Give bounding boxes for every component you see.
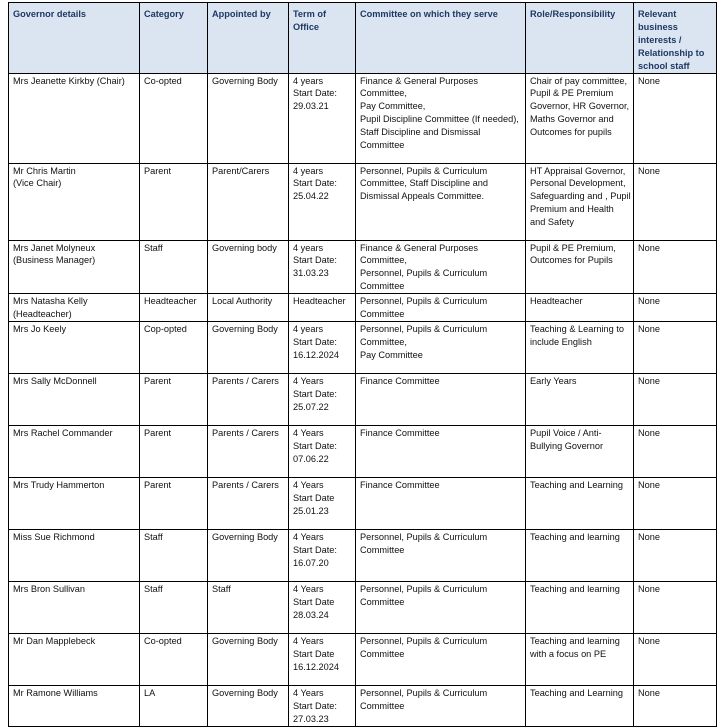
table-row	[9, 321, 717, 373]
appointed-by-cell: Parents / Carers	[208, 477, 289, 529]
business-interests-cell: None	[634, 633, 717, 685]
governor-name-cell: Mr Dan Mapplebeck	[9, 633, 140, 685]
committee-cell: Finance & General Purposes Committee, Pay Committee, Pupil Discipline Committee (If needed), Staff Discipline and Dismissal Committee	[356, 73, 526, 163]
header-appointed-by: Appointed by	[208, 3, 289, 74]
appointed-by-cell: Staff	[208, 581, 289, 633]
header-governor-details: Governor details	[9, 3, 140, 74]
governor-name-cell: Mrs Trudy Hammerton	[9, 477, 140, 529]
term-of-office-cell: 4 Years Start Date: 07.06.22	[289, 425, 356, 477]
business-interests-cell: None	[634, 240, 717, 294]
table-row	[9, 685, 717, 726]
category-cell: Staff	[140, 529, 208, 581]
committee-cell: Finance Committee	[356, 373, 526, 425]
committee-cell: Personnel, Pupils & Curriculum Committee	[356, 581, 526, 633]
role-cell: Early Years	[526, 373, 634, 425]
table-row	[9, 425, 717, 477]
appointed-by-cell: Parent/Carers	[208, 163, 289, 240]
table-row	[9, 529, 717, 581]
appointed-by-cell: Governing Body	[208, 633, 289, 685]
table-row	[9, 73, 717, 163]
governors-table	[8, 2, 717, 727]
committee-cell: Finance Committee	[356, 477, 526, 529]
governor-name-cell: Mrs Jeanette Kirkby (Chair)	[9, 73, 140, 163]
category-cell: Cop-opted	[140, 321, 208, 373]
committee-cell: Personnel, Pupils & Curriculum Committee	[356, 294, 526, 322]
governor-name-cell: Mrs Rachel Commander	[9, 425, 140, 477]
committee-cell: Personnel, Pupils & Curriculum Committee, Staff Discipline and Dismissal Appeals Committee.	[356, 163, 526, 240]
table-row	[9, 477, 717, 529]
category-cell: Staff	[140, 581, 208, 633]
appointed-by-cell: Governing Body	[208, 321, 289, 373]
governor-name-cell: Miss Sue Richmond	[9, 529, 140, 581]
role-cell: Pupil Voice / Anti-Bullying Governor	[526, 425, 634, 477]
business-interests-cell: None	[634, 529, 717, 581]
category-cell: Parent	[140, 425, 208, 477]
term-of-office-cell: 4 Years Start Date: 27.03.23	[289, 685, 356, 726]
header-business-interests: Relevant business interests / Relationship to school staff	[634, 3, 717, 74]
table-row	[9, 240, 717, 294]
business-interests-cell: None	[634, 373, 717, 425]
term-of-office-cell: 4 Years Start Date: 25.07.22	[289, 373, 356, 425]
business-interests-cell: None	[634, 425, 717, 477]
term-of-office-cell: 4 Years Start Date: 16.07.20	[289, 529, 356, 581]
term-of-office-cell: 4 years Start Date: 29.03.21	[289, 73, 356, 163]
appointed-by-cell: Parents / Carers	[208, 425, 289, 477]
role-cell: Teaching and Learning	[526, 685, 634, 726]
category-cell: Parent	[140, 373, 208, 425]
term-of-office-cell: 4 years Start Date: 25.04.22	[289, 163, 356, 240]
table-header-row	[9, 3, 717, 74]
document-page	[8, 2, 717, 727]
header-term-of-office: Term of Office	[289, 3, 356, 74]
term-of-office-cell: 4 Years Start Date 16.12.2024	[289, 633, 356, 685]
category-cell: LA	[140, 685, 208, 726]
committee-cell: Finance & General Purposes Committee, Personnel, Pupils & Curriculum Committee	[356, 240, 526, 294]
role-cell: Teaching and learning	[526, 529, 634, 581]
governor-name-cell: Mr Ramone Williams	[9, 685, 140, 726]
role-cell: Teaching and learning	[526, 581, 634, 633]
category-cell: Staff	[140, 240, 208, 294]
committee-cell: Personnel, Pupils & Curriculum Committee	[356, 529, 526, 581]
appointed-by-cell: Governing Body	[208, 73, 289, 163]
business-interests-cell: None	[634, 477, 717, 529]
committee-cell: Personnel, Pupils & Curriculum Committee, Pay Committee	[356, 321, 526, 373]
business-interests-cell: None	[634, 685, 717, 726]
term-of-office-cell: 4 years Start Date: 31.03.23	[289, 240, 356, 294]
governor-name-cell: Mrs Sally McDonnell	[9, 373, 140, 425]
appointed-by-cell: Governing body	[208, 240, 289, 294]
category-cell: Parent	[140, 477, 208, 529]
term-of-office-cell: 4 Years Start Date 25.01.23	[289, 477, 356, 529]
appointed-by-cell: Governing Body	[208, 685, 289, 726]
governor-name-cell: Mr Chris Martin (Vice Chair)	[9, 163, 140, 240]
business-interests-cell: None	[634, 294, 717, 322]
term-of-office-cell: Headteacher	[289, 294, 356, 322]
role-cell: Pupil & PE Premium, Outcomes for Pupils	[526, 240, 634, 294]
committee-cell: Finance Committee	[356, 425, 526, 477]
business-interests-cell: None	[634, 163, 717, 240]
table-row	[9, 373, 717, 425]
appointed-by-cell: Parents / Carers	[208, 373, 289, 425]
category-cell: Co-opted	[140, 73, 208, 163]
business-interests-cell: None	[634, 73, 717, 163]
committee-cell: Personnel, Pupils & Curriculum Committee	[356, 633, 526, 685]
term-of-office-cell: 4 Years Start Date 28.03.24	[289, 581, 356, 633]
governor-name-cell: Mrs Janet Molyneux (Business Manager)	[9, 240, 140, 294]
role-cell: Teaching and learning with a focus on PE	[526, 633, 634, 685]
role-cell: Teaching and Learning	[526, 477, 634, 529]
header-role-responsibility: Role/Responsibility	[526, 3, 634, 74]
term-of-office-cell: 4 years Start Date: 16.12.2024	[289, 321, 356, 373]
business-interests-cell: None	[634, 321, 717, 373]
table-row	[9, 294, 717, 322]
committee-cell: Personnel, Pupils & Curriculum Committee	[356, 685, 526, 726]
role-cell: Chair of pay committee, Pupil & PE Premium Governor, HR Governor, Maths Governor and Outcomes for pupils	[526, 73, 634, 163]
governor-name-cell: Mrs Natasha Kelly (Headteacher)	[9, 294, 140, 322]
appointed-by-cell: Local Authority	[208, 294, 289, 322]
business-interests-cell: None	[634, 581, 717, 633]
governor-name-cell: Mrs Jo Keely	[9, 321, 140, 373]
table-row	[9, 633, 717, 685]
role-cell: Teaching & Learning to include English	[526, 321, 634, 373]
table-row	[9, 581, 717, 633]
table-row	[9, 163, 717, 240]
category-cell: Headteacher	[140, 294, 208, 322]
header-category: Category	[140, 3, 208, 74]
role-cell: Headteacher	[526, 294, 634, 322]
category-cell: Co-opted	[140, 633, 208, 685]
governor-name-cell: Mrs Bron Sullivan	[9, 581, 140, 633]
role-cell: HT Appraisal Governor, Personal Development, Safeguarding and , Pupil Premium and Health and Safety	[526, 163, 634, 240]
header-committee: Committee on which they serve	[356, 3, 526, 74]
appointed-by-cell: Governing Body	[208, 529, 289, 581]
category-cell: Parent	[140, 163, 208, 240]
